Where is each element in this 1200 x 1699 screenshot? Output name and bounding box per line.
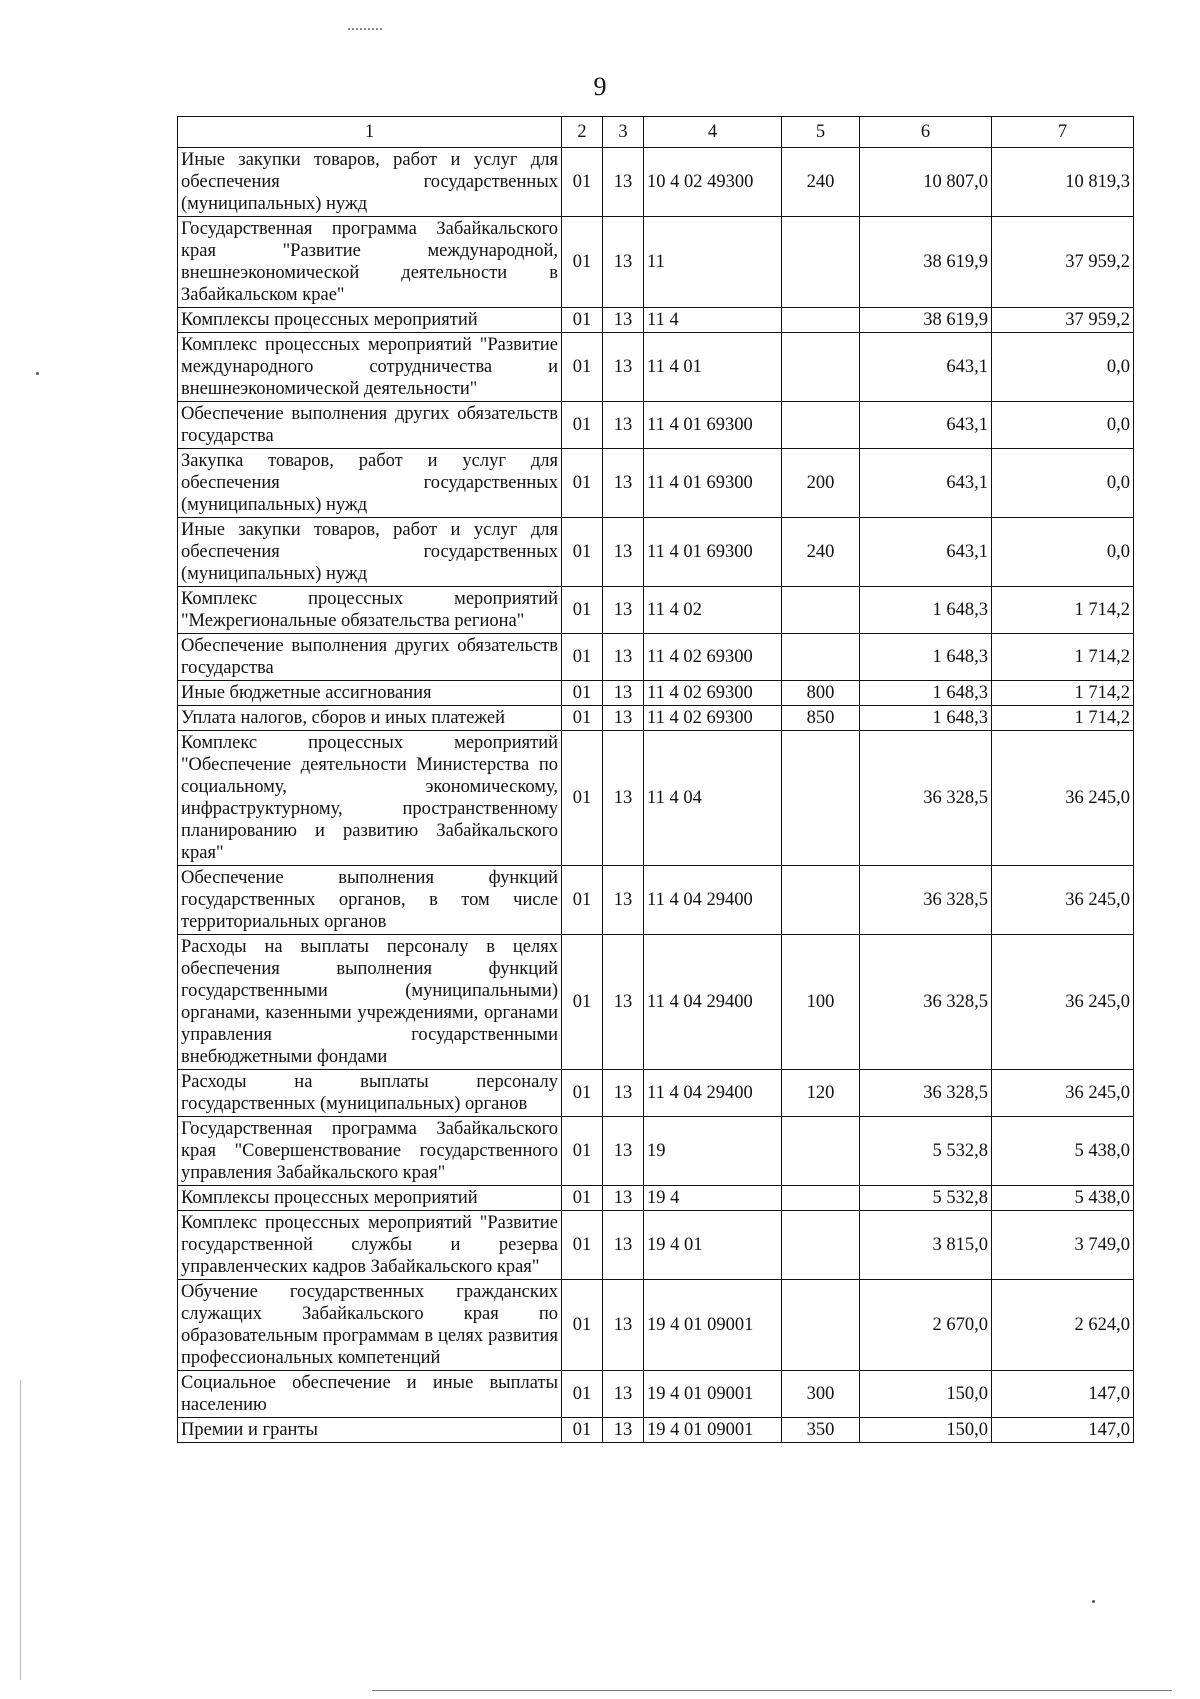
- cell-name: Комплекс процессных мероприятий "Обеспечение деятельности Министерства по социальному, экономическому, инфраструктурному, пространственному планированию и развитию Забайкальского края": [178, 731, 562, 866]
- table-row: [178, 148, 1134, 217]
- cell-expense-type: [782, 402, 860, 449]
- cell-target-code: 11 4 02: [644, 587, 782, 634]
- column-header: 7: [992, 117, 1134, 148]
- table-row: [178, 681, 1134, 706]
- cell-section: 01: [562, 217, 603, 308]
- scan-edge: [20, 1380, 21, 1680]
- cell-subsection: 13: [603, 587, 644, 634]
- cell-subsection: 13: [603, 1186, 644, 1211]
- cell-amount-year1: 643,1: [860, 333, 992, 402]
- table-row: [178, 1280, 1134, 1371]
- cell-name: Комплексы процессных мероприятий: [178, 308, 562, 333]
- cell-amount-year1: 36 328,5: [860, 935, 992, 1070]
- cell-subsection: 13: [603, 308, 644, 333]
- cell-amount-year1: 150,0: [860, 1371, 992, 1418]
- cell-amount-year1: 1 648,3: [860, 706, 992, 731]
- table-row: [178, 1211, 1134, 1280]
- cell-amount-year1: 36 328,5: [860, 1070, 992, 1117]
- cell-target-code: 19 4 01 09001: [644, 1418, 782, 1443]
- cell-amount-year2: 10 819,3: [992, 148, 1134, 217]
- cell-section: 01: [562, 402, 603, 449]
- cell-name: Комплекс процессных мероприятий "Развитие государственной службы и резерва управленческих кадров Забайкальского края": [178, 1211, 562, 1280]
- cell-expense-type: [782, 866, 860, 935]
- cell-amount-year2: 147,0: [992, 1418, 1134, 1443]
- column-header: 5: [782, 117, 860, 148]
- cell-target-code: 11 4 02 69300: [644, 634, 782, 681]
- cell-name: Иные закупки товаров, работ и услуг для обеспечения государственных (муниципальных) нужд: [178, 518, 562, 587]
- budget-table: [177, 116, 1134, 1443]
- cell-name: Уплата налогов, сборов и иных платежей: [178, 706, 562, 731]
- cell-target-code: 11 4 01: [644, 333, 782, 402]
- cell-expense-type: 100: [782, 935, 860, 1070]
- cell-amount-year1: 2 670,0: [860, 1280, 992, 1371]
- cell-amount-year2: 36 245,0: [992, 1070, 1134, 1117]
- cell-target-code: 19 4: [644, 1186, 782, 1211]
- cell-target-code: 11 4 01 69300: [644, 449, 782, 518]
- scan-artifact: [348, 28, 382, 34]
- table-row: [178, 308, 1134, 333]
- cell-amount-year1: 38 619,9: [860, 308, 992, 333]
- table-row: [178, 731, 1134, 866]
- cell-expense-type: 240: [782, 518, 860, 587]
- cell-amount-year2: 1 714,2: [992, 587, 1134, 634]
- cell-name: Расходы на выплаты персоналу в целях обеспечения выполнения функций государственными (муниципальными) органами, казенными учреждениями, органами управления государственными внебюджетными фондами: [178, 935, 562, 1070]
- cell-amount-year2: 147,0: [992, 1371, 1134, 1418]
- cell-expense-type: [782, 587, 860, 634]
- cell-section: 01: [562, 935, 603, 1070]
- table-row: [178, 1186, 1134, 1211]
- cell-amount-year2: 36 245,0: [992, 935, 1134, 1070]
- cell-name: Закупка товаров, работ и услуг для обеспечения государственных (муниципальных) нужд: [178, 449, 562, 518]
- cell-amount-year2: 3 749,0: [992, 1211, 1134, 1280]
- cell-target-code: 11 4 01 69300: [644, 518, 782, 587]
- table-row: [178, 402, 1134, 449]
- cell-subsection: 13: [603, 866, 644, 935]
- table-body: [178, 148, 1134, 1443]
- cell-name: Иные бюджетные ассигнования: [178, 681, 562, 706]
- column-header: 4: [644, 117, 782, 148]
- cell-expense-type: [782, 731, 860, 866]
- scan-artifact: [36, 372, 39, 375]
- cell-name: Обеспечение выполнения других обязательств государства: [178, 634, 562, 681]
- cell-expense-type: [782, 1211, 860, 1280]
- cell-amount-year2: 0,0: [992, 449, 1134, 518]
- cell-name: Государственная программа Забайкальского края "Развитие международной, внешнеэкономической деятельности в Забайкальском крае": [178, 217, 562, 308]
- cell-amount-year1: 150,0: [860, 1418, 992, 1443]
- table-row: [178, 866, 1134, 935]
- column-header: 3: [603, 117, 644, 148]
- cell-target-code: 11 4 01 69300: [644, 402, 782, 449]
- cell-amount-year1: 5 532,8: [860, 1186, 992, 1211]
- cell-target-code: 11 4 04 29400: [644, 1070, 782, 1117]
- cell-target-code: 11 4 02 69300: [644, 681, 782, 706]
- scan-artifact: [1092, 1600, 1095, 1603]
- cell-name: Обеспечение выполнения функций государственных органов, в том числе территориальных органов: [178, 866, 562, 935]
- cell-section: 01: [562, 1371, 603, 1418]
- table-row: [178, 333, 1134, 402]
- cell-amount-year1: 1 648,3: [860, 634, 992, 681]
- cell-amount-year2: 0,0: [992, 402, 1134, 449]
- cell-expense-type: 240: [782, 148, 860, 217]
- cell-subsection: 13: [603, 148, 644, 217]
- cell-name: Комплексы процессных мероприятий: [178, 1186, 562, 1211]
- cell-expense-type: 120: [782, 1070, 860, 1117]
- page-number: 9: [593, 72, 607, 101]
- column-header: 2: [562, 117, 603, 148]
- cell-expense-type: 300: [782, 1371, 860, 1418]
- cell-subsection: 13: [603, 681, 644, 706]
- cell-target-code: 11 4 04: [644, 731, 782, 866]
- cell-target-code: 19: [644, 1117, 782, 1186]
- table-row: [178, 634, 1134, 681]
- cell-amount-year2: 2 624,0: [992, 1280, 1134, 1371]
- cell-section: 01: [562, 1117, 603, 1186]
- scan-edge: [372, 1690, 1172, 1691]
- cell-section: 01: [562, 1070, 603, 1117]
- cell-section: 01: [562, 731, 603, 866]
- cell-amount-year2: 37 959,2: [992, 217, 1134, 308]
- cell-subsection: 13: [603, 402, 644, 449]
- cell-expense-type: [782, 1186, 860, 1211]
- cell-amount-year1: 1 648,3: [860, 587, 992, 634]
- table-row: [178, 1070, 1134, 1117]
- cell-target-code: 19 4 01 09001: [644, 1280, 782, 1371]
- cell-amount-year2: 5 438,0: [992, 1117, 1134, 1186]
- cell-target-code: 19 4 01: [644, 1211, 782, 1280]
- cell-section: 01: [562, 634, 603, 681]
- cell-subsection: 13: [603, 1117, 644, 1186]
- cell-expense-type: 200: [782, 449, 860, 518]
- cell-subsection: 13: [603, 1418, 644, 1443]
- cell-subsection: 13: [603, 449, 644, 518]
- cell-name: Комплекс процессных мероприятий "Развитие международного сотрудничества и внешнеэкономической деятельности": [178, 333, 562, 402]
- cell-subsection: 13: [603, 1371, 644, 1418]
- cell-expense-type: 800: [782, 681, 860, 706]
- column-header: 6: [860, 117, 992, 148]
- table-row: [178, 1418, 1134, 1443]
- table-row: [178, 217, 1134, 308]
- cell-section: 01: [562, 333, 603, 402]
- cell-target-code: 11: [644, 217, 782, 308]
- cell-expense-type: [782, 333, 860, 402]
- table-row: [178, 1117, 1134, 1186]
- cell-subsection: 13: [603, 1070, 644, 1117]
- cell-amount-year1: 643,1: [860, 402, 992, 449]
- cell-section: 01: [562, 681, 603, 706]
- cell-section: 01: [562, 1186, 603, 1211]
- cell-target-code: 11 4 04 29400: [644, 935, 782, 1070]
- table-row: [178, 518, 1134, 587]
- cell-amount-year2: 1 714,2: [992, 634, 1134, 681]
- cell-name: Обучение государственных гражданских служащих Забайкальского края по образовательным программам в целях развития профессиональных компетенций: [178, 1280, 562, 1371]
- cell-section: 01: [562, 866, 603, 935]
- cell-name: Расходы на выплаты персоналу государственных (муниципальных) органов: [178, 1070, 562, 1117]
- cell-amount-year2: 1 714,2: [992, 706, 1134, 731]
- cell-name: Премии и гранты: [178, 1418, 562, 1443]
- cell-section: 01: [562, 1211, 603, 1280]
- cell-subsection: 13: [603, 518, 644, 587]
- cell-section: 01: [562, 518, 603, 587]
- cell-amount-year1: 36 328,5: [860, 731, 992, 866]
- cell-subsection: 13: [603, 706, 644, 731]
- cell-name: Государственная программа Забайкальского края "Совершенствование государственного управления Забайкальского края": [178, 1117, 562, 1186]
- cell-section: 01: [562, 148, 603, 217]
- column-header: 1: [178, 117, 562, 148]
- cell-amount-year1: 10 807,0: [860, 148, 992, 217]
- cell-expense-type: [782, 217, 860, 308]
- table-row: [178, 706, 1134, 731]
- cell-expense-type: [782, 634, 860, 681]
- cell-amount-year1: 3 815,0: [860, 1211, 992, 1280]
- cell-amount-year1: 1 648,3: [860, 681, 992, 706]
- cell-target-code: 19 4 01 09001: [644, 1371, 782, 1418]
- cell-name: Комплекс процессных мероприятий "Межрегиональные обязательства региона": [178, 587, 562, 634]
- table-row: [178, 1371, 1134, 1418]
- cell-subsection: 13: [603, 1211, 644, 1280]
- cell-amount-year2: 37 959,2: [992, 308, 1134, 333]
- cell-subsection: 13: [603, 333, 644, 402]
- cell-expense-type: [782, 1280, 860, 1371]
- cell-target-code: 11 4 04 29400: [644, 866, 782, 935]
- cell-target-code: 11 4 02 69300: [644, 706, 782, 731]
- cell-expense-type: [782, 308, 860, 333]
- cell-amount-year2: 36 245,0: [992, 731, 1134, 866]
- cell-amount-year2: 0,0: [992, 518, 1134, 587]
- cell-name: Обеспечение выполнения других обязательств государства: [178, 402, 562, 449]
- cell-subsection: 13: [603, 935, 644, 1070]
- cell-expense-type: [782, 1117, 860, 1186]
- table-row: [178, 935, 1134, 1070]
- cell-amount-year2: 36 245,0: [992, 866, 1134, 935]
- cell-section: 01: [562, 1418, 603, 1443]
- table-row: [178, 449, 1134, 518]
- cell-target-code: 11 4: [644, 308, 782, 333]
- cell-section: 01: [562, 706, 603, 731]
- cell-subsection: 13: [603, 1280, 644, 1371]
- cell-amount-year2: 5 438,0: [992, 1186, 1134, 1211]
- cell-name: Социальное обеспечение и иные выплаты населению: [178, 1371, 562, 1418]
- cell-amount-year1: 643,1: [860, 449, 992, 518]
- cell-section: 01: [562, 449, 603, 518]
- cell-amount-year2: 1 714,2: [992, 681, 1134, 706]
- cell-amount-year1: 643,1: [860, 518, 992, 587]
- cell-expense-type: 850: [782, 706, 860, 731]
- cell-subsection: 13: [603, 217, 644, 308]
- cell-amount-year1: 38 619,9: [860, 217, 992, 308]
- cell-amount-year1: 5 532,8: [860, 1117, 992, 1186]
- cell-subsection: 13: [603, 634, 644, 681]
- cell-section: 01: [562, 1280, 603, 1371]
- table-row: [178, 587, 1134, 634]
- cell-section: 01: [562, 587, 603, 634]
- cell-expense-type: 350: [782, 1418, 860, 1443]
- cell-subsection: 13: [603, 731, 644, 866]
- table-header-row: [178, 117, 1134, 148]
- cell-section: 01: [562, 308, 603, 333]
- cell-name: Иные закупки товаров, работ и услуг для обеспечения государственных (муниципальных) нужд: [178, 148, 562, 217]
- cell-amount-year1: 36 328,5: [860, 866, 992, 935]
- cell-target-code: 10 4 02 49300: [644, 148, 782, 217]
- cell-amount-year2: 0,0: [992, 333, 1134, 402]
